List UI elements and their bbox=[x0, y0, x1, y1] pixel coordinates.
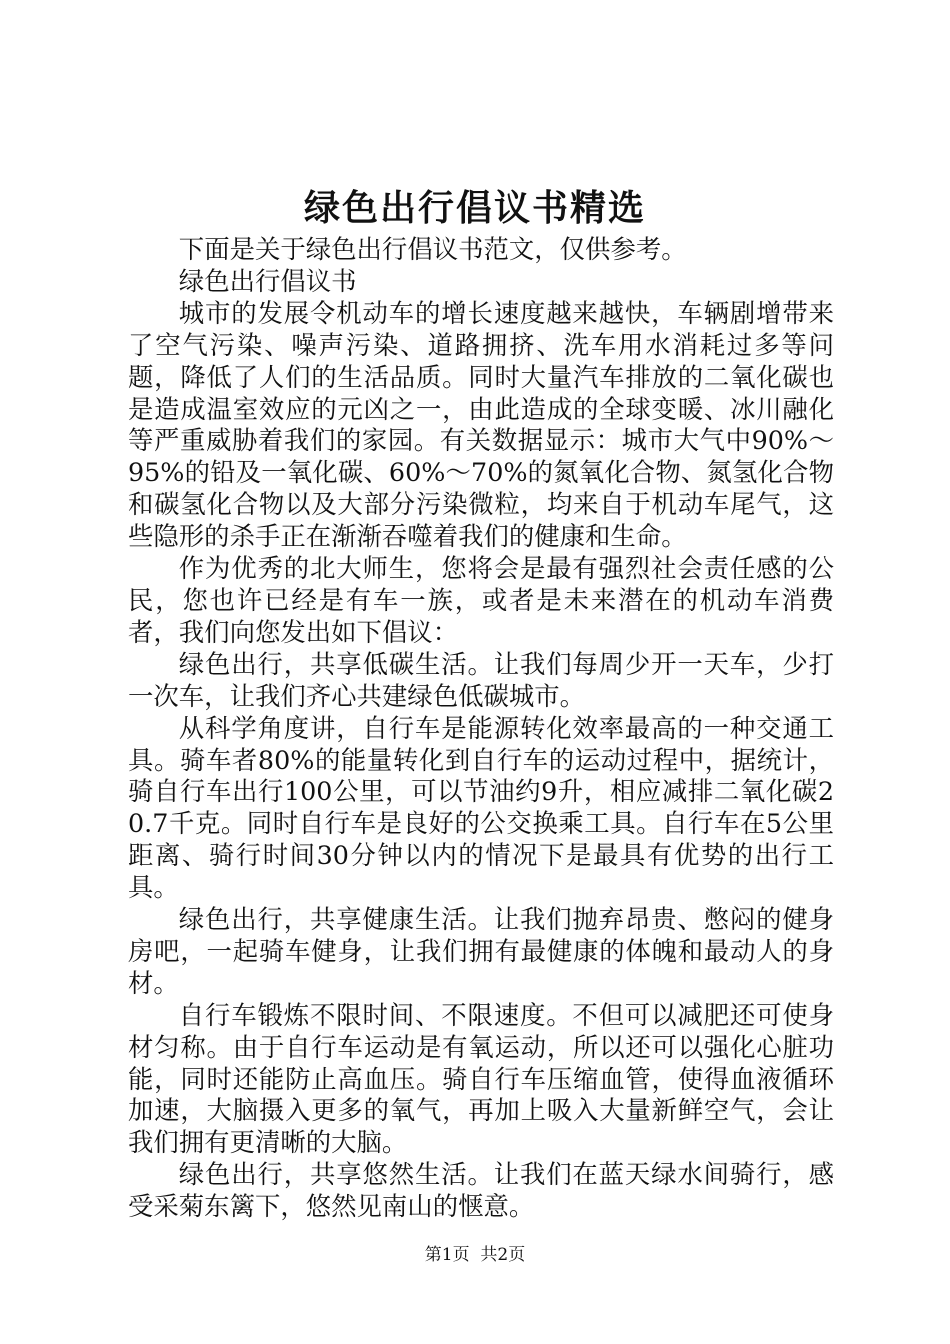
paragraph-heading: 绿色出行倡议书 bbox=[178, 265, 357, 296]
paragraph-leisure-life: 绿色出行，共享悠然生活。让我们在蓝天绿水间骑行，感受采菊东篱下，悠然见南山的惬意。 bbox=[128, 1159, 834, 1222]
paragraph-low-carbon: 绿色出行，共享低碳生活。让我们每周少开一天车，少打一次车，让我们齐心共建绿色低碳城市。 bbox=[128, 648, 834, 711]
paragraph-pollution: 城市的发展令机动车的增长速度越来越快，车辆剧增带来了空气污染、噪声污染、道路拥挤、洗车用水消耗过多等问题，降低了人们的生活品质。同时大量汽车排放的二氧化碳也是造成温室效应的元凶之一，由此造成的全球变暖、冰川融化等严重威胁着我们的家园。有关数据显示：城市大气中90%～95%的铅及一氧化碳、60%～70%的氮氧化合物、氮氢化合物和碳氢化合物以及大部分污染微粒，均来自于机动车尾气，这些隐形的杀手正在渐渐吞噬着我们的健康和生命。 bbox=[128, 297, 834, 552]
paragraph-appeal: 作为优秀的北大师生，您将会是最有强烈社会责任感的公民，您也许已经是有车一族，或者是未来潜在的机动车消费者，我们向您发出如下倡议： bbox=[128, 553, 834, 647]
document-body bbox=[128, 234, 834, 1223]
page-number-footer: 第1页 共2页 bbox=[424, 1245, 526, 1265]
paragraph-healthy-life: 绿色出行，共享健康生活。让我们抛弃昂贵、憋闷的健身房吧，一起骑车健身，让我们拥有最健康的体魄和最动人的身材。 bbox=[128, 904, 834, 998]
document-title: 绿色出行倡议书精选 bbox=[303, 187, 646, 229]
paragraph-exercise: 自行车锻炼不限时间、不限速度。不但可以减肥还可使身材匀称。由于自行车运动是有氧运动，所以还可以强化心脏功能，同时还能防止高血压。骑自行车压缩血管，使得血液循环加速，大脑摄入更多的氧气，再加上吸入大量新鲜空气，会让我们拥有更清晰的大脑。 bbox=[128, 999, 834, 1158]
paragraph-intro: 下面是关于绿色出行倡议书范文，仅供参考。 bbox=[178, 234, 687, 264]
paragraph-bicycle-efficiency: 从科学角度讲，自行车是能源转化效率最高的一种交通工具。骑车者80%的能量转化到自行车的运动过程中，据统计，骑自行车出行100公里，可以节油约9升，相应减排二氧化碳20.7千克。同时自行车是良好的公交换乘工具。自行车在5公里距离、骑行时间30分钟以内的情况下是最具有优势的出行工具。 bbox=[128, 712, 834, 903]
